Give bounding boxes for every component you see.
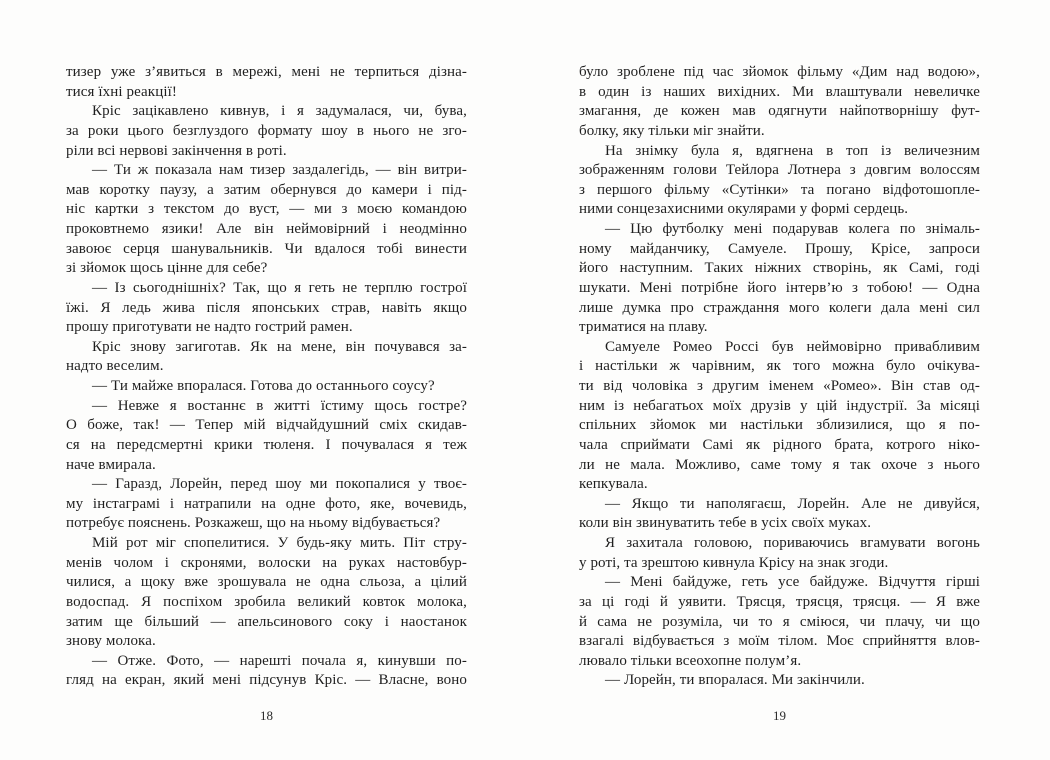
- text-line: — Мені байдуже, геть усе байдуже. Відчуття гірші: [605, 574, 980, 591]
- text-line: завоює серця шанувальників. Чи вдалося тобі винести: [66, 240, 467, 257]
- text-line: знову молока.: [66, 633, 156, 650]
- text-line: Я захитала головою, пориваючись вгамувати вогонь: [605, 535, 980, 551]
- page-number-right: 19: [773, 708, 786, 723]
- text-line: чилися, а щоку вже зрошувала не одна сльоза, а цілий: [66, 574, 467, 591]
- text-line: гляд на екран, який мені підсунув Кріс. — Власне, воно: [66, 672, 467, 689]
- text-line: Кріс знову загиготав. Як на мене, він почувався за-: [92, 338, 467, 355]
- page-number-left: 18: [260, 708, 273, 723]
- text-line: з першого фільму «Сутінки» та погано відфотошопле-: [579, 181, 980, 198]
- text-line: ніс картки з текстом до вуст, — ми з моєю командою: [66, 201, 467, 218]
- text-line: менів чолом і скронями, волоски на руках настовбур-: [66, 554, 467, 571]
- text-line: спільних зйомок ми настільки зблизилися, що я по-: [579, 417, 980, 434]
- text-line: му інстаграмі і натрапили на одне фото, яке, вочевидь,: [66, 495, 467, 512]
- page-right-text-column: [579, 63, 980, 691]
- text-line: наче вмирала.: [66, 456, 156, 473]
- text-line: проковтнемо язики! Але він неймовірний і неодмінно: [66, 221, 467, 237]
- text-line: мав коротку паузу, а затим обернувся до камери і під-: [66, 181, 467, 198]
- text-line: затим ще більший — апельсинового соку і наостанок: [66, 613, 467, 630]
- text-line: — Невже я востаннє в житті їстиму щось гостре?: [92, 397, 467, 414]
- text-line: ріли всі нервові закінчення в роті.: [66, 142, 287, 159]
- text-line: ся на передсмертні крики тюленя. І почувалася я теж: [66, 436, 467, 453]
- text-line: ли не мала. Можливо, саме тому я так охоче з нього: [579, 456, 980, 473]
- text-line: лише думка про страждання мого колеги дала мені сил: [579, 299, 980, 316]
- text-line: ним із небагатьох моїх друзів у цій індустрії. За місяці: [579, 397, 980, 414]
- text-line: у роті, та зрештою кивнула Крісу на знак згоди.: [579, 554, 889, 571]
- page-left-text-column: [66, 63, 467, 691]
- text-line: тизер уже з’явиться в мережі, мені не терпиться дізна-: [66, 64, 467, 80]
- text-line: — Якщо ти наполягаєш, Лорейн. Але не дивуйся,: [605, 495, 980, 512]
- text-line: змагання, де кожен мав одягнути найпотворнішу фут-: [579, 103, 980, 120]
- text-line: чала сприймати Самі як рідного брата, котрого ніко-: [579, 436, 980, 453]
- text-line: Мій рот міг спопелитися. У будь-яку мить. Піт стру-: [92, 535, 467, 551]
- text-line: в один із наших вихідних. Ми влаштували невеличке: [579, 83, 980, 100]
- text-line: зображенням голови Тейлора Лотнера з довгим волоссям: [579, 162, 980, 179]
- text-line: Самуеле Ромео Россі був неймовірно привабливим: [605, 338, 980, 355]
- text-line: — Цю футболку мені подарував колега по знімаль-: [605, 221, 980, 237]
- text-line: тися їхні реакції!: [66, 83, 177, 100]
- text-line: — Лорейн, ти впоралася. Ми закінчили.: [605, 672, 865, 689]
- text-line: зі зйомок щось цінне для себе?: [66, 260, 268, 277]
- text-line: водоспад. Я поспіхом зробила великий ковток молока,: [66, 593, 467, 610]
- text-line: й сама не розуміла, чи то я сміюся, чи плачу, чи що: [579, 613, 980, 630]
- text-line: його наступним. Таких ніжних створінь, як Самі, годі: [579, 260, 980, 277]
- text-line: На знімку була я, вдягнена в топ із величезним: [605, 142, 980, 159]
- text-line: — Із сьогоднішніх? Так, що я геть не терплю гострої: [92, 279, 467, 296]
- text-line: — Отже. Фото, — нарешті почала я, кинувши по-: [92, 652, 467, 669]
- text-line: коли він звинуватить тебе в усіх своїх муках.: [579, 515, 872, 532]
- text-line: потребує пояснень. Розкажеш, що на ньому відбувається?: [66, 515, 441, 532]
- text-line: ти від чоловіка з другим іменем «Ромео». Він став од-: [579, 378, 980, 394]
- text-line: Кріс зацікавлено кивнув, і я задумалася, чи, бува,: [92, 103, 467, 120]
- text-line: за роки цього безглуздого формату шоу в нього не зго-: [66, 122, 467, 139]
- text-line: і настільки ж чарівним, як того можна було очікува-: [579, 358, 980, 375]
- text-line: — Гаразд, Лорейн, перед шоу ми покопалися у твоє-: [92, 476, 467, 493]
- text-line: прошу приготувати не надто гострий рамен.: [66, 319, 353, 336]
- text-line: — Ти майже впоралася. Готова до останнього соусу?: [92, 378, 435, 394]
- text-line: болку, яку тільки міг знайти.: [579, 122, 765, 139]
- text-line: надто веселим.: [66, 358, 164, 375]
- text-line: — Ти ж показала нам тизер заздалегідь, — він витри-: [92, 162, 467, 179]
- text-line: їжі. Я ледь жива після японських страв, навіть якщо: [66, 299, 467, 316]
- text-line: шукати. Мені потрібне його інтерв’ю з тобою! — Одна: [579, 279, 980, 296]
- text-line: О боже, так! — Тепер мій відчайдушний сміх скидав-: [66, 417, 467, 434]
- text-line: лювало тільки всеохопне полум’я.: [579, 652, 802, 669]
- text-line: ному майданчику, Самуеле. Прошу, Крісе, запроси: [579, 240, 980, 257]
- text-line: було зроблене під час зйомок фільму «Дим над водою»,: [579, 64, 980, 80]
- text-line: триматися на плаву.: [579, 319, 708, 336]
- text-line: кепкувала.: [579, 476, 648, 493]
- text-line: взагалі відбувається з моїм тілом. Моє сприйняття влов-: [579, 633, 980, 650]
- text-line: ними сонцезахисними окулярами у формі сердець.: [579, 201, 909, 218]
- text-line: за ці годі й уявити. Трясця, трясця, трясця. — Я вже: [579, 593, 980, 610]
